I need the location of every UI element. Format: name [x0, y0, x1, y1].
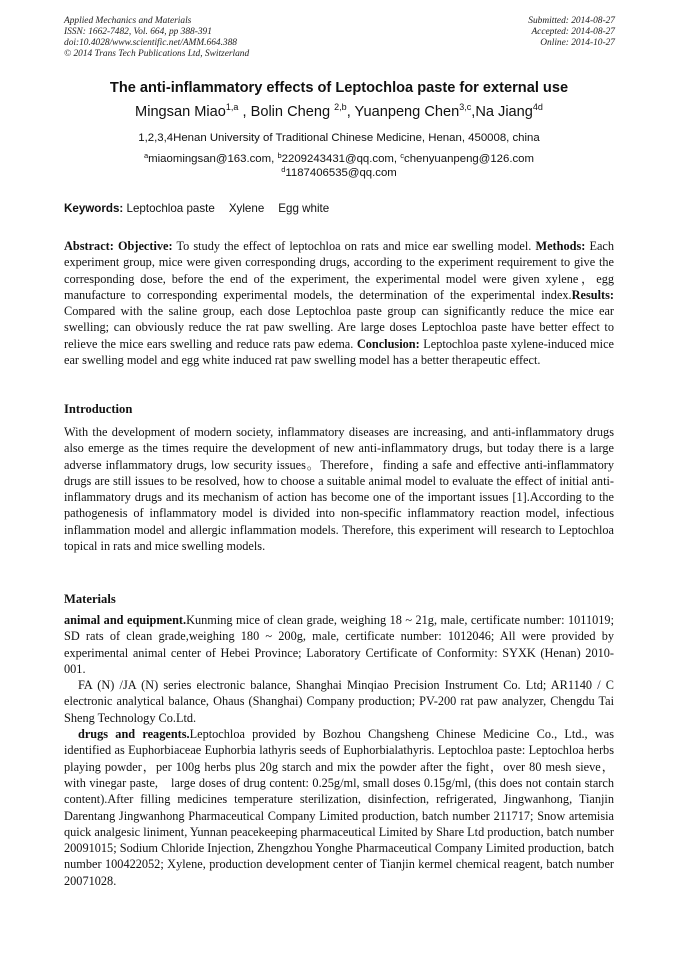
introduction-heading: Introduction — [64, 402, 133, 416]
author-list: Mingsan Miao$^{1,a}$ , Bolin Cheng $^{2,b}$, Yuanpeng Chen$^{3,c}$,Na Jiang$^{4d}$ — [135, 102, 543, 120]
email-link[interactable]: 2209243431@qq.com — [281, 153, 394, 165]
methods-label: Methods: — [535, 239, 586, 253]
email-link[interactable]: miaomingsan@163.com — [148, 153, 272, 165]
online-date: Online: 2014-10-27 — [540, 37, 615, 48]
accepted-date: Accepted: 2014-08-27 — [531, 26, 615, 37]
introduction-text: With the development of modern society, inflammatory diseases are increasing, and anti-inflammatory drugs also emerge as the times require the development of new anti-inflammatory drugs, but today there is a large adverse inflammatory drugs, low security issues。Therefore，finding a safe and effective anti-inflammatory drugs are still issues to be resolved, how to choose a suitable animal model to evaluate the effect of initial anti-inflammatory drugs and its mechanism of action has become one of the important issues [1].According to the pathogenesis of inflammatory model is divided into non-specific inflammatory reaction model, infectious inflammation model and allergic inflammation models. Therefore, this experiment will research to Leptochloa topical in rats and mice swelling models. — [64, 425, 614, 554]
journal-copyright: © 2014 Trans Tech Publications Ltd, Switzerland — [64, 48, 250, 59]
email-link[interactable]: 1187406535@qq.com — [285, 167, 397, 179]
author-affil-mark: 3,c — [459, 102, 472, 112]
results-label: Results: — [571, 287, 614, 302]
email-mark: b — [277, 151, 282, 160]
materials-heading: Materials — [64, 592, 116, 606]
author-affil-mark: 1,a — [225, 102, 239, 112]
drugs-text: Leptochloa provided by Bozhou Changsheng Chinese Medicine Co., Ltd., was identified as Euphorbiaceae Euphorbia lathyris seeds of Euphorbialathyris. Leptochloa paste: Leptochloa herbs playing powder，per 100g herbs plus 20g starch and mix the powder after the fight，over 80 mesh sieve，with vinegar paste, large doses of drug content: 0.25g/ml, small doses 0.15g/ml, (this does not contain starch content).After filling medicines temperature sterilization, disinfection, refrigerated, Jingwanhong, Tianjin Darentang Jingwanhong Pharmaceutical Company Limited production, batch number 211717; Snow artemisia quick analgesic liniment, Yunnan peacekeeping pharmaceutical Limited by Share Ltd production, batch number 20091015; Sodium Chloride Injection, Zhengzhou Yonghe Pharmaceutical Company Limited production, batch number 100422052; Xylene, production development center of Tianjin kermel chemical reagent, batch number 20071028. — [64, 727, 614, 888]
author-emails: $^a$miaomingsan@163.com, $^b$2209243431@qq.com, $^c$chenyuanpeng@126.com $^d$1187406535@qq.com — [143, 151, 535, 179]
author-name: Bolin Cheng — [250, 104, 331, 120]
conclusion-label: Conclusion: — [356, 336, 420, 351]
journal-info — [64, 16, 249, 60]
methods-text: Each experiment group, mice were given corresponding drugs, according to the experiment requirement to give the corresponding dose, before the end of the experiment, the experimental model were given xylene，egg manufacture to corresponding experimental models, the determination of the experimental index. — [64, 239, 615, 302]
keywords-label: Keywords: — [64, 202, 124, 215]
submission-dates — [528, 16, 615, 49]
animal-equipment-label: animal and equipment. — [64, 613, 187, 627]
email-link[interactable]: chenyuanpeng@126.com — [404, 153, 535, 165]
conclusion-text: Leptochloa paste xylene-induced mice ear swelling model and egg white induced rat paw swelling model has a better therapeutic effect. — [64, 336, 615, 368]
author-name: Yuanpeng Chen — [354, 104, 460, 120]
equipment-text: FA (N) /JA (N) series electronic balance, Shanghai Minqiao Precision Instrument Co. Ltd; AR1140 / C electronic analytical balance, Ohaus (Shanghai) Company production; PV-200 rat paw analyzer, Chengdu Tai Sheng Technology Co.Ltd. — [64, 678, 614, 725]
drugs-reagents-label: drugs and reagents. — [78, 727, 190, 742]
keyword: Leptochloa paste — [126, 202, 215, 215]
animal-text: Kunming mice of clean grade, weighing 18 ~ 21g, male, certificate number: 1011019; SD rats of clean grade,weighing 180 ~ 200g, male, certificate number: 1012046; All were provided by experimental animal center of Hebei Province; Laboratory Certificate of Conformity: SYXK (Henan) 2010-001. — [64, 613, 614, 676]
materials-body — [64, 612, 614, 889]
journal-doi: doi:10.4028/www.scientific.net/AMM.664.388 — [64, 37, 237, 48]
objective-label: Objective: — [117, 239, 173, 253]
keyword: Egg white — [278, 202, 330, 215]
author-affil-mark: 4d — [532, 102, 543, 112]
paper-title: The anti-inflammatory effects of Leptochloa paste for external use — [109, 80, 569, 96]
journal-name: Applied Mechanics and Materials — [64, 16, 192, 26]
submitted-date: Submitted: 2014-08-27 — [528, 16, 615, 26]
objective-text: To study the effect of leptochloa on rats and mice ear swelling model. — [176, 239, 532, 253]
author-affil-mark: 2,b — [334, 102, 347, 112]
keywords — [64, 202, 343, 215]
abstract-label: Abstract: — [64, 239, 114, 253]
journal-issn: ISSN: 1662-7482, Vol. 664, pp 388-391 — [64, 26, 212, 37]
results-text: Compared with the saline group, each dose Leptochloa paste group can significantly reduce the mice ear swelling; can obviously reduce the rat paw swelling. Are large doses Leptochloa paste have better effect to relieve the mice ears swelling and reduce rats paw edema. — [64, 304, 614, 351]
email-mark: c — [400, 151, 405, 160]
keyword: Xylene — [228, 202, 265, 215]
abstract — [64, 238, 614, 368]
introduction-body — [64, 424, 614, 554]
email-mark: a — [143, 151, 149, 160]
email-mark: d — [281, 165, 286, 174]
author-name: Na Jiang — [475, 104, 533, 120]
author-name: Mingsan Miao — [135, 104, 226, 120]
affiliation: 1,2,3,4Henan University of Traditional Chinese Medicine, Henan, 450008, china — [138, 132, 540, 144]
